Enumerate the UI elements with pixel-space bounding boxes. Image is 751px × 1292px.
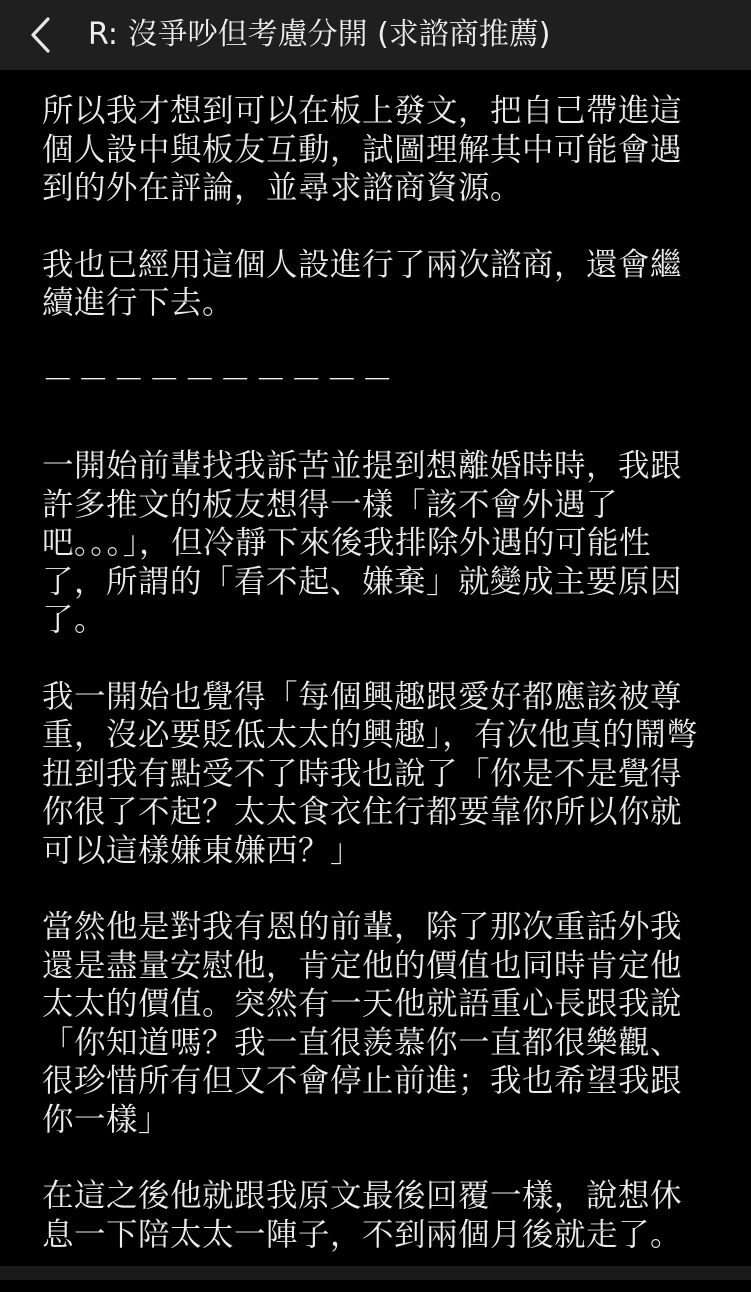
paragraph-1: 所以我才想到可以在板上發文，把自己帶進這個人設中與板友互動，試圖理解其中可能會遇到的外在評論，並尋求諮商資源。 <box>42 93 683 206</box>
top-bar <box>0 0 751 70</box>
back-button[interactable] <box>22 13 62 57</box>
paragraph-5: 當然他是對我有恩的前輩，除了那次重話外我還是盡量安慰他，肯定他的價值也同時肯定他太太的價值。突然有一天他就語重心長跟我說「你知道嗎？我一直很羨慕你一直都很樂觀、很珍惜所有但又不會停止前進；我也希望我跟你一樣」 <box>42 909 683 1138</box>
paragraph-6: 在這之後他就跟我原文最後回覆一樣，說想休息一下陪太太一陣子，不到兩個月後就走了。 <box>42 1178 683 1253</box>
article-body <box>42 92 712 1292</box>
paragraph-4: 我一開始也覺得「每個興趣跟愛好都應該被尊重，沒必要貶低太太的興趣」，有次他真的鬧彆扭到我有點受不了時我也說了「你是不是覺得你很了不起？太太食衣住行都要靠你所以你就可以這樣嫌東嫌西？」 <box>42 678 699 869</box>
paragraph-3: 一開始前輩找我訴苦並提到想離婚時時，我跟許多推文的板友想得一樣「該不會外遇了吧。。。」，但冷靜下來後我排除外遇的可能性了，所謂的「看不起、嫌棄」就變成主要原因了。 <box>42 448 683 638</box>
section-divider: －－－－－－－－－－ <box>42 361 398 398</box>
bottom-bar <box>0 1266 751 1280</box>
page-title: R: 沒爭吵但考慮分開 (求諮商推薦) <box>88 17 551 52</box>
chevron-left-icon <box>22 13 62 57</box>
paragraph-2: 我也已經用這個人設進行了兩次諮商，還會繼續進行下去。 <box>42 246 683 321</box>
